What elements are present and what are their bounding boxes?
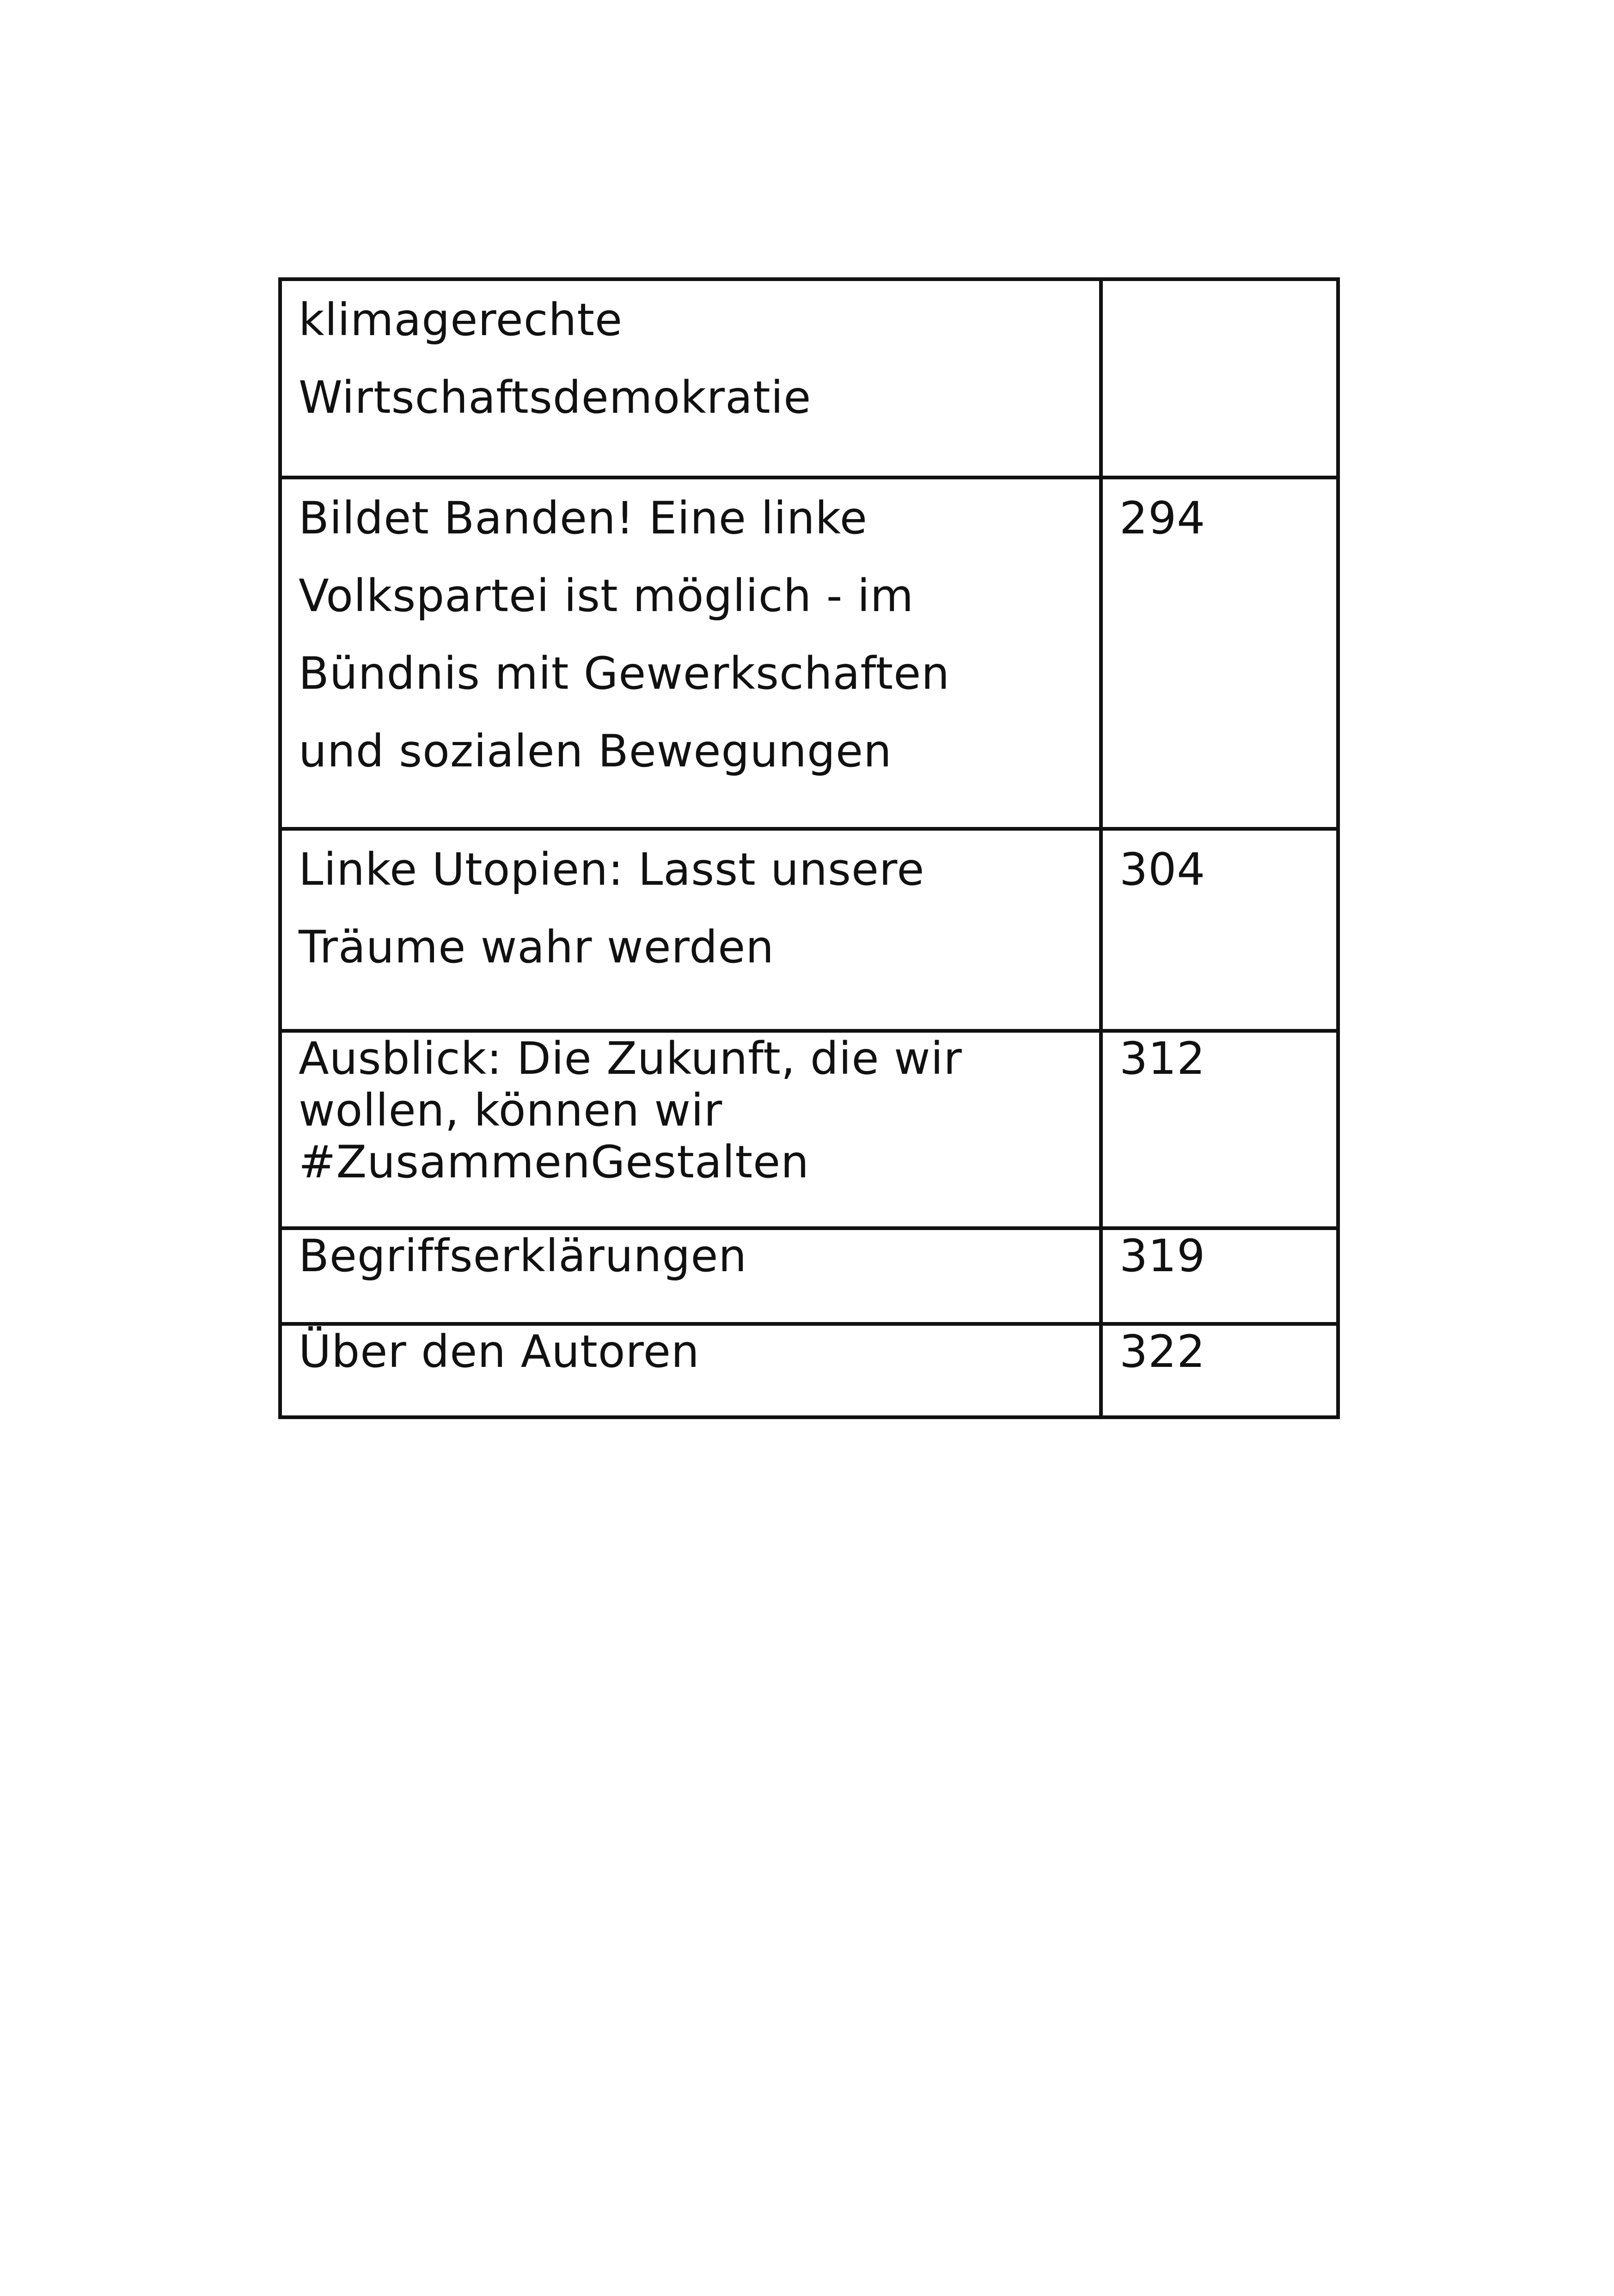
toc-entry-page — [1101, 279, 1338, 478]
table-of-contents — [278, 277, 1340, 1419]
toc-entry-title: Bildet Banden! Eine linke Volkspartei ist möglich - im Bündnis mit Gewerkschaften und sozialen Bewegungen — [280, 478, 1101, 829]
toc-entry-title: Linke Utopien: Lasst unsere Träume wahr werden — [280, 829, 1101, 1031]
toc-entry-page: 304 — [1101, 829, 1338, 1031]
table-row — [280, 279, 1338, 478]
table-row — [280, 829, 1338, 1031]
table-row — [280, 1324, 1338, 1417]
table-row — [280, 1228, 1338, 1324]
toc-entry-title: Über den Autoren — [280, 1324, 1101, 1417]
toc-entry-title: Ausblick: Die Zukunft, die wir wollen, können wir #ZusammenGestalten — [280, 1031, 1101, 1228]
toc-entry-page: 319 — [1101, 1228, 1338, 1324]
table-row — [280, 1031, 1338, 1228]
toc-entry-title: Begriffserklärungen — [280, 1228, 1101, 1324]
toc-entry-page: 312 — [1101, 1031, 1338, 1228]
toc-entry-page: 322 — [1101, 1324, 1338, 1417]
toc-entry-page: 294 — [1101, 478, 1338, 829]
table-row — [280, 478, 1338, 829]
toc-entry-title: klimagerechte Wirtschaftsdemokratie — [280, 279, 1101, 478]
